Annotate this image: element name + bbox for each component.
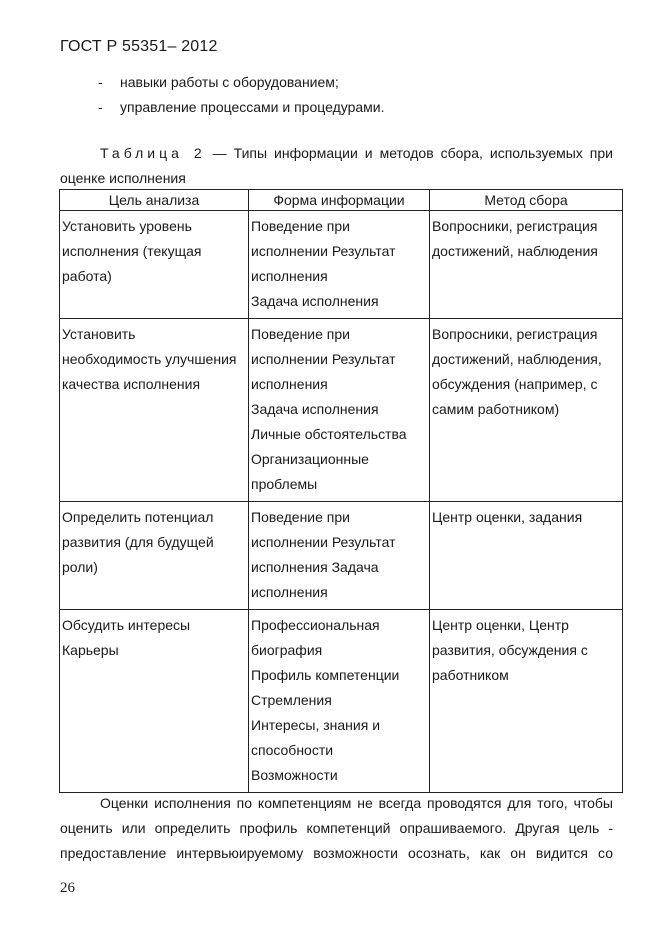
table-row <box>60 502 623 610</box>
cell-line: Задача исполнения <box>251 293 379 309</box>
table-header-row <box>60 190 623 211</box>
form-cell <box>249 319 430 502</box>
bullet-text: навыки работы с оборудованием; <box>120 74 339 90</box>
caption-label: Таблица 2 <box>100 145 206 161</box>
page-number: 26 <box>60 880 75 896</box>
goal-cell <box>60 211 249 319</box>
cell-line: Поведение при <box>251 218 350 234</box>
form-cell <box>249 211 430 319</box>
cell-line: исполнения <box>251 268 328 284</box>
cell-line: развития, обсуждения с <box>432 642 588 658</box>
method-cell <box>430 610 623 793</box>
table-caption <box>60 141 613 191</box>
header-goal: Цель анализа <box>60 190 249 211</box>
caption-title: — Типы информации и методов сбора, используемых при <box>205 145 613 161</box>
document-header: ГОСТ Р 55351– 2012 <box>60 38 218 55</box>
cell-line: Личные обстоятельства <box>251 426 407 442</box>
paragraph-line: оценить или определить профиль компетенций опрашиваемого. Другая цель - <box>60 820 613 836</box>
cell-line: Определить потенциал <box>62 509 214 525</box>
form-cell <box>249 610 430 793</box>
cell-line: обсуждения (например, с <box>432 376 598 392</box>
cell-line: исполнения (текущая <box>62 243 202 259</box>
cell-line: Интересы, знания и <box>251 717 381 733</box>
cell-line: роли) <box>62 559 98 575</box>
cell-line: Установить уровень <box>62 218 192 234</box>
form-cell <box>249 502 430 610</box>
cell-line: необходимость улучшения <box>62 351 237 367</box>
cell-line: Установить <box>62 326 136 342</box>
cell-line: Поведение при <box>251 509 350 525</box>
cell-line: исполнении Результат <box>251 351 396 367</box>
method-cell <box>430 502 623 610</box>
cell-line: работа) <box>62 268 112 284</box>
bullet-item <box>98 74 339 90</box>
table-row <box>60 319 623 502</box>
cell-line: Профиль компетенции <box>251 667 400 683</box>
header-method: Метод сбора <box>430 190 623 211</box>
cell-line: исполнения <box>251 376 328 392</box>
cell-line: самим работником) <box>432 401 560 417</box>
cell-line: исполнении Результат <box>251 534 396 550</box>
goal-cell <box>60 610 249 793</box>
cell-line: биография <box>251 642 323 658</box>
cell-line: Вопросники, регистрация <box>432 218 598 234</box>
cell-line: достижений, наблюдения <box>432 243 598 259</box>
bullet-item <box>98 99 385 115</box>
cell-line: Стремления <box>251 692 332 708</box>
bullet-dash: - <box>98 99 103 115</box>
paragraph-line: предоставление интервьюируемому возможности осознать, как он видится со <box>60 845 613 861</box>
cell-line: Карьеры <box>62 642 119 658</box>
bullet-text: управление процессами и процедурами. <box>120 99 385 115</box>
cell-line: Профессиональная <box>251 617 380 633</box>
cell-line: качества исполнения <box>62 376 201 392</box>
cell-line: исполнения <box>251 584 328 600</box>
table-row <box>60 610 623 793</box>
cell-line: Центр оценки, задания <box>432 509 583 525</box>
body-paragraph <box>60 791 613 866</box>
goal-cell <box>60 319 249 502</box>
method-cell <box>430 211 623 319</box>
cell-line: Вопросники, регистрация <box>432 326 598 342</box>
cell-line: Возможности <box>251 767 338 783</box>
cell-line: Организационные <box>251 451 369 467</box>
cell-line: развития (для будущей <box>62 534 214 550</box>
header-form: Форма информации <box>249 190 430 211</box>
cell-line: исполнения Задача <box>251 559 379 575</box>
cell-line: способности <box>251 742 334 758</box>
caption-line-2: оценке исполнения <box>60 170 186 186</box>
cell-line: Задача исполнения <box>251 401 379 417</box>
cell-line: работником <box>432 667 509 683</box>
paragraph-line: Оценки исполнения по компетенциям не всегда проводятся для того, чтобы <box>100 795 613 811</box>
bullet-dash: - <box>98 74 103 90</box>
cell-line: Поведение при <box>251 326 350 342</box>
goal-cell <box>60 502 249 610</box>
caption-line-1 <box>60 141 613 166</box>
cell-line: Обсудить интересы <box>62 617 191 633</box>
method-cell <box>430 319 623 502</box>
cell-line: Центр оценки, Центр <box>432 617 569 633</box>
info-methods-table <box>59 189 623 793</box>
table-row <box>60 211 623 319</box>
cell-line: проблемы <box>251 476 318 492</box>
cell-line: исполнении Результат <box>251 243 396 259</box>
cell-line: достижений, наблюдения, <box>432 351 602 367</box>
